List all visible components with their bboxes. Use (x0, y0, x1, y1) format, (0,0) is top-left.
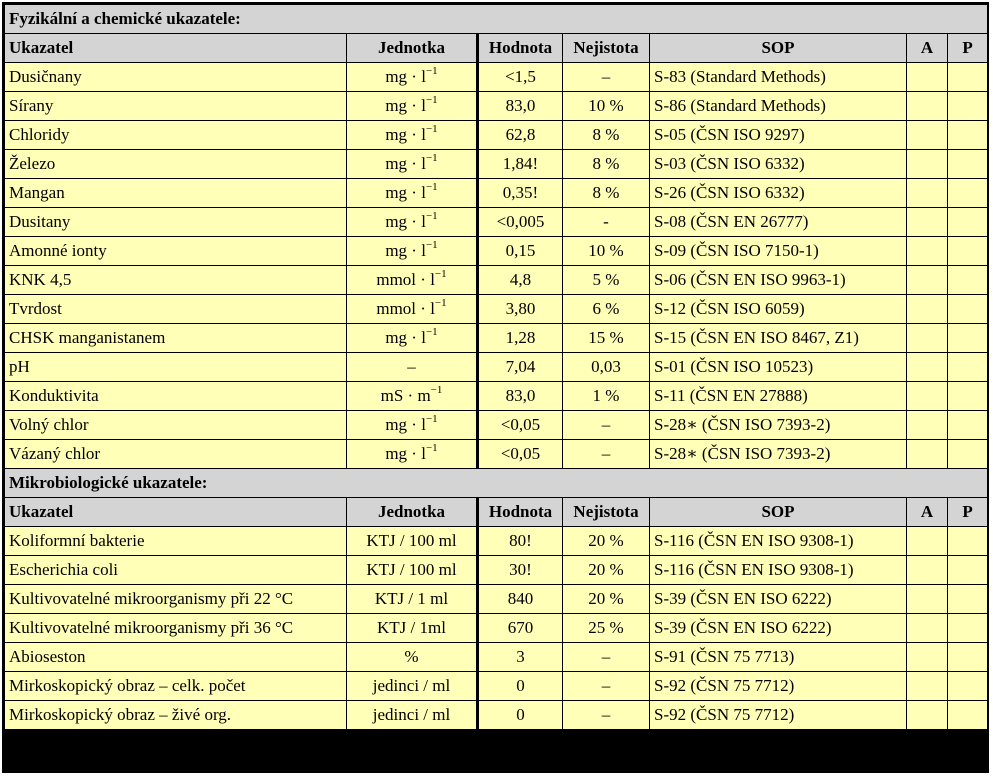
cell-jednotka (347, 92, 478, 121)
cell-nejistota: 8 % (563, 150, 650, 179)
table-row (5, 150, 988, 179)
unit-exponent: −1 (425, 210, 438, 223)
cell-hodnota: 83,0 (478, 382, 563, 411)
unit-base: mg · l (385, 96, 426, 115)
cell-nejistota: 10 % (563, 92, 650, 121)
cell-nejistota: 5 % (563, 266, 650, 295)
cell-nejistota: 8 % (563, 121, 650, 150)
cell-p (948, 179, 988, 208)
unit-exponent: −1 (425, 413, 438, 426)
cell-ukazatel: Vázaný chlor (5, 440, 347, 469)
cell-a (907, 179, 948, 208)
unit-exponent: −1 (425, 123, 438, 136)
cell-ukazatel: Konduktivita (5, 382, 347, 411)
unit-base: jedinci / ml (372, 676, 451, 695)
cell-a (907, 63, 948, 92)
cell-jednotka (347, 527, 478, 556)
cell-p (948, 63, 988, 92)
cell-a (907, 411, 948, 440)
unit-base: mmol · l (376, 299, 435, 318)
results-table (4, 4, 988, 730)
unit-exponent: −1 (434, 268, 447, 281)
cell-ukazatel: Koliformní bakterie (5, 527, 347, 556)
cell-ukazatel: Kultivovatelné mikroorganismy při 36 °C (5, 614, 347, 643)
cell-hodnota: 1,84! (478, 150, 563, 179)
cell-p (948, 672, 988, 701)
cell-hodnota: 0 (478, 672, 563, 701)
header-jednotka: Jednotka (347, 498, 478, 527)
cell-hodnota: <0,005 (478, 208, 563, 237)
cell-sop: S-86 (Standard Methods) (650, 92, 907, 121)
section-title-row (5, 5, 988, 34)
cell-hodnota: 62,8 (478, 121, 563, 150)
unit-base: mmol · l (376, 270, 435, 289)
cell-p (948, 324, 988, 353)
cell-a (907, 237, 948, 266)
cell-hodnota: 83,0 (478, 92, 563, 121)
cell-sop: S-03 (ČSN ISO 6332) (650, 150, 907, 179)
unit-base: mS · m (380, 386, 431, 405)
unit-base: mg · l (385, 183, 426, 202)
cell-ukazatel: CHSK manganistanem (5, 324, 347, 353)
cell-a (907, 643, 948, 672)
column-header-row (5, 34, 988, 63)
cell-p (948, 295, 988, 324)
cell-a (907, 382, 948, 411)
cell-jednotka (347, 643, 478, 672)
cell-jednotka (347, 121, 478, 150)
unit-base: – (407, 357, 416, 376)
unit-exponent: −1 (425, 65, 438, 78)
cell-jednotka (347, 295, 478, 324)
cell-nejistota: – (563, 63, 650, 92)
cell-nejistota: - (563, 208, 650, 237)
cell-hodnota: 80! (478, 527, 563, 556)
cell-nejistota: 0,03 (563, 353, 650, 382)
cell-jednotka (347, 208, 478, 237)
cell-jednotka (347, 63, 478, 92)
cell-hodnota: 3,80 (478, 295, 563, 324)
cell-a (907, 295, 948, 324)
header-a: A (907, 34, 948, 63)
cell-nejistota: 25 % (563, 614, 650, 643)
cell-sop: S-12 (ČSN ISO 6059) (650, 295, 907, 324)
header-p: P (948, 498, 988, 527)
unit-base: mg · l (385, 241, 426, 260)
cell-sop: S-28∗ (ČSN ISO 7393-2) (650, 411, 907, 440)
cell-a (907, 266, 948, 295)
cell-p (948, 266, 988, 295)
unit-base: mg · l (385, 415, 426, 434)
cell-p (948, 643, 988, 672)
table-row (5, 121, 988, 150)
cell-p (948, 208, 988, 237)
unit-base: mg · l (385, 154, 426, 173)
table-row (5, 92, 988, 121)
cell-ukazatel: Kultivovatelné mikroorganismy při 22 °C (5, 585, 347, 614)
cell-hodnota: 0 (478, 701, 563, 730)
cell-p (948, 382, 988, 411)
cell-ukazatel: pH (5, 353, 347, 382)
cell-sop: S-09 (ČSN ISO 7150-1) (650, 237, 907, 266)
unit-exponent: −1 (425, 152, 438, 165)
cell-nejistota: – (563, 440, 650, 469)
cell-ukazatel: Železo (5, 150, 347, 179)
cell-p (948, 237, 988, 266)
unit-exponent: −1 (434, 297, 447, 310)
cell-nejistota: 8 % (563, 179, 650, 208)
header-hodnota: Hodnota (478, 498, 563, 527)
cell-p (948, 92, 988, 121)
cell-p (948, 527, 988, 556)
cell-jednotka (347, 382, 478, 411)
table-row (5, 295, 988, 324)
cell-jednotka (347, 701, 478, 730)
cell-ukazatel: Amonné ionty (5, 237, 347, 266)
table-row (5, 585, 988, 614)
cell-a (907, 92, 948, 121)
section-title-row (5, 469, 988, 498)
cell-sop: S-92 (ČSN 75 7712) (650, 672, 907, 701)
unit-base: KTJ / 1ml (377, 618, 446, 637)
cell-ukazatel: Tvrdost (5, 295, 347, 324)
table-row (5, 179, 988, 208)
cell-jednotka (347, 614, 478, 643)
table-row (5, 643, 988, 672)
cell-sop: S-06 (ČSN EN ISO 9963-1) (650, 266, 907, 295)
cell-jednotka (347, 556, 478, 585)
cell-ukazatel: KNK 4,5 (5, 266, 347, 295)
table-row (5, 672, 988, 701)
cell-ukazatel: Abioseston (5, 643, 347, 672)
cell-a (907, 556, 948, 585)
section-title: Fyzikální a chemické ukazatele: (5, 5, 988, 34)
cell-a (907, 701, 948, 730)
header-a: A (907, 498, 948, 527)
table-row (5, 556, 988, 585)
table-row (5, 701, 988, 730)
cell-ukazatel: Sírany (5, 92, 347, 121)
header-ukazatel: Ukazatel (5, 498, 347, 527)
table-row (5, 527, 988, 556)
cell-ukazatel: Volný chlor (5, 411, 347, 440)
header-hodnota: Hodnota (478, 34, 563, 63)
cell-a (907, 353, 948, 382)
table-row (5, 382, 988, 411)
cell-ukazatel: Dusičnany (5, 63, 347, 92)
unit-base: mg · l (385, 125, 426, 144)
cell-hodnota: 3 (478, 643, 563, 672)
cell-p (948, 440, 988, 469)
cell-p (948, 701, 988, 730)
cell-nejistota: 10 % (563, 237, 650, 266)
table-row (5, 411, 988, 440)
table-row (5, 440, 988, 469)
cell-a (907, 121, 948, 150)
cell-p (948, 121, 988, 150)
cell-jednotka (347, 353, 478, 382)
cell-jednotka (347, 411, 478, 440)
unit-exponent: −1 (425, 94, 438, 107)
cell-sop: S-28∗ (ČSN ISO 7393-2) (650, 440, 907, 469)
cell-sop: S-39 (ČSN EN ISO 6222) (650, 614, 907, 643)
cell-sop: S-15 (ČSN EN ISO 8467, Z1) (650, 324, 907, 353)
cell-jednotka (347, 266, 478, 295)
unit-base: KTJ / 100 ml (366, 560, 457, 579)
cell-sop: S-08 (ČSN EN 26777) (650, 208, 907, 237)
table-row (5, 266, 988, 295)
cell-a (907, 440, 948, 469)
cell-p (948, 353, 988, 382)
cell-nejistota: – (563, 701, 650, 730)
unit-exponent: −1 (430, 384, 443, 397)
cell-a (907, 150, 948, 179)
unit-base: % (404, 647, 419, 666)
table-row (5, 324, 988, 353)
header-p: P (948, 34, 988, 63)
unit-base: mg · l (385, 444, 426, 463)
cell-jednotka (347, 150, 478, 179)
cell-p (948, 411, 988, 440)
unit-exponent: −1 (425, 181, 438, 194)
cell-nejistota: – (563, 411, 650, 440)
unit-exponent: −1 (425, 442, 438, 455)
cell-jednotka (347, 179, 478, 208)
cell-sop: S-92 (ČSN 75 7712) (650, 701, 907, 730)
cell-nejistota: – (563, 672, 650, 701)
cell-jednotka (347, 585, 478, 614)
cell-ukazatel: Mirkoskopický obraz – celk. počet (5, 672, 347, 701)
cell-hodnota: 840 (478, 585, 563, 614)
cell-p (948, 150, 988, 179)
cell-hodnota: <1,5 (478, 63, 563, 92)
cell-hodnota: 4,8 (478, 266, 563, 295)
table-row (5, 353, 988, 382)
cell-ukazatel: Escherichia coli (5, 556, 347, 585)
unit-base: KTJ / 100 ml (366, 531, 457, 550)
unit-base: mg · l (385, 67, 426, 86)
cell-hodnota: 0,35! (478, 179, 563, 208)
cell-sop: S-26 (ČSN ISO 6332) (650, 179, 907, 208)
unit-base: mg · l (385, 212, 426, 231)
cell-ukazatel: Mirkoskopický obraz – živé org. (5, 701, 347, 730)
unit-base: mg · l (385, 328, 426, 347)
cell-hodnota: <0,05 (478, 440, 563, 469)
cell-a (907, 672, 948, 701)
cell-hodnota: 670 (478, 614, 563, 643)
cell-p (948, 585, 988, 614)
cell-nejistota: 20 % (563, 556, 650, 585)
cell-jednotka (347, 324, 478, 353)
cell-ukazatel: Dusitany (5, 208, 347, 237)
unit-base: KTJ / 1 ml (374, 589, 449, 608)
cell-hodnota: 30! (478, 556, 563, 585)
cell-a (907, 614, 948, 643)
cell-p (948, 556, 988, 585)
cell-ukazatel: Chloridy (5, 121, 347, 150)
header-jednotka: Jednotka (347, 34, 478, 63)
cell-jednotka (347, 672, 478, 701)
cell-a (907, 324, 948, 353)
cell-nejistota: – (563, 643, 650, 672)
header-nejistota: Nejistota (563, 34, 650, 63)
cell-hodnota: 0,15 (478, 237, 563, 266)
cell-nejistota: 20 % (563, 585, 650, 614)
cell-a (907, 585, 948, 614)
section-title: Mikrobiologické ukazatele: (5, 469, 988, 498)
cell-jednotka (347, 440, 478, 469)
cell-sop: S-83 (Standard Methods) (650, 63, 907, 92)
cell-nejistota: 20 % (563, 527, 650, 556)
table-row (5, 208, 988, 237)
cell-p (948, 614, 988, 643)
header-sop: SOP (650, 498, 907, 527)
cell-nejistota: 1 % (563, 382, 650, 411)
cell-hodnota: <0,05 (478, 411, 563, 440)
cell-sop: S-05 (ČSN ISO 9297) (650, 121, 907, 150)
cell-sop: S-01 (ČSN ISO 10523) (650, 353, 907, 382)
results-table-frame (2, 2, 989, 773)
cell-hodnota: 7,04 (478, 353, 563, 382)
cell-nejistota: 6 % (563, 295, 650, 324)
cell-ukazatel: Mangan (5, 179, 347, 208)
cell-sop: S-11 (ČSN EN 27888) (650, 382, 907, 411)
cell-a (907, 527, 948, 556)
unit-exponent: −1 (425, 326, 438, 339)
cell-sop: S-116 (ČSN EN ISO 9308-1) (650, 527, 907, 556)
unit-base: jedinci / ml (372, 705, 451, 724)
header-nejistota: Nejistota (563, 498, 650, 527)
cell-sop: S-39 (ČSN EN ISO 6222) (650, 585, 907, 614)
cell-a (907, 208, 948, 237)
table-row (5, 63, 988, 92)
table-row (5, 237, 988, 266)
column-header-row (5, 498, 988, 527)
header-ukazatel: Ukazatel (5, 34, 347, 63)
cell-jednotka (347, 237, 478, 266)
cell-hodnota: 1,28 (478, 324, 563, 353)
cell-nejistota: 15 % (563, 324, 650, 353)
header-sop: SOP (650, 34, 907, 63)
cell-sop: S-116 (ČSN EN ISO 9308-1) (650, 556, 907, 585)
table-row (5, 614, 988, 643)
unit-exponent: −1 (425, 239, 438, 252)
cell-sop: S-91 (ČSN 75 7713) (650, 643, 907, 672)
